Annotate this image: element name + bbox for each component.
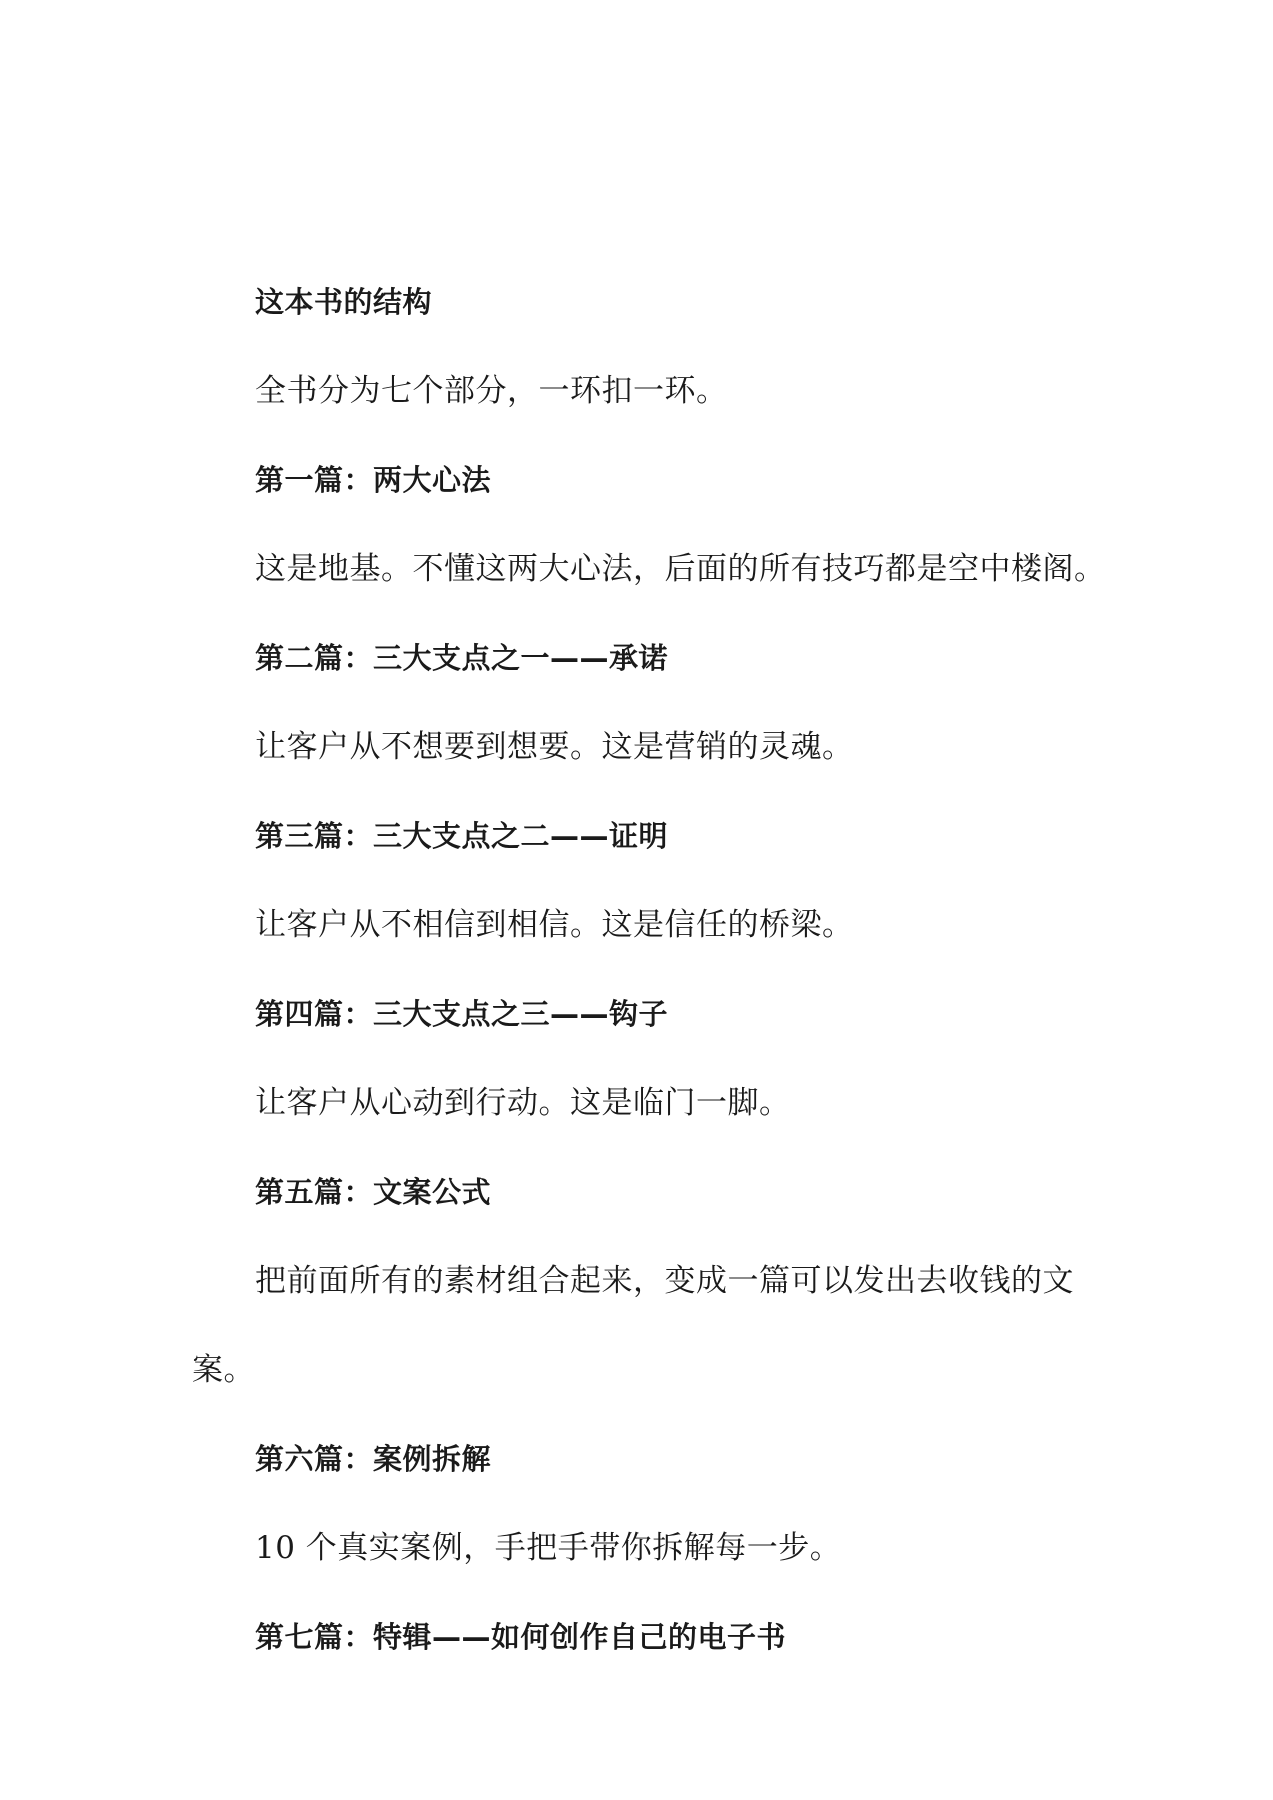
part-4-heading: 第四篇：三大支点之三——钩子 (255, 997, 669, 1031)
part-1-heading: 第一篇：两大心法 (255, 463, 492, 497)
part-6-heading: 第六篇：案例拆解 (255, 1442, 492, 1476)
part-5-heading: 第五篇：文案公式 (255, 1175, 492, 1209)
part-1-text: 这是地基。不懂这两大心法，后面的所有技巧都是空中楼阁。 (255, 551, 1106, 587)
part-2-text: 让客户从不想要到想要。这是营销的灵魂。 (255, 729, 854, 765)
part-3-heading: 第三篇：三大支点之二——证明 (255, 819, 669, 853)
part-5-text-line-2: 案。 (192, 1352, 255, 1388)
part-2-heading: 第二篇：三大支点之一——承诺 (255, 641, 669, 675)
part-4-text: 让客户从心动到行动。这是临门一脚。 (255, 1085, 791, 1121)
section-title: 这本书的结构 (255, 285, 433, 319)
part-7-heading: 第七篇：特辑——如何创作自己的电子书 (255, 1620, 787, 1654)
document-content (192, 258, 1106, 1682)
part-5-text-line-1: 把前面所有的素材组合起来，变成一篇可以发出去收钱的文 (255, 1263, 1074, 1299)
part-3-text: 让客户从不相信到相信。这是信任的桥梁。 (255, 907, 854, 943)
intro-paragraph: 全书分为七个部分，一环扣一环。 (255, 373, 728, 409)
part-6-text: 10 个真实案例，手把手带你拆解每一步。 (255, 1530, 842, 1566)
